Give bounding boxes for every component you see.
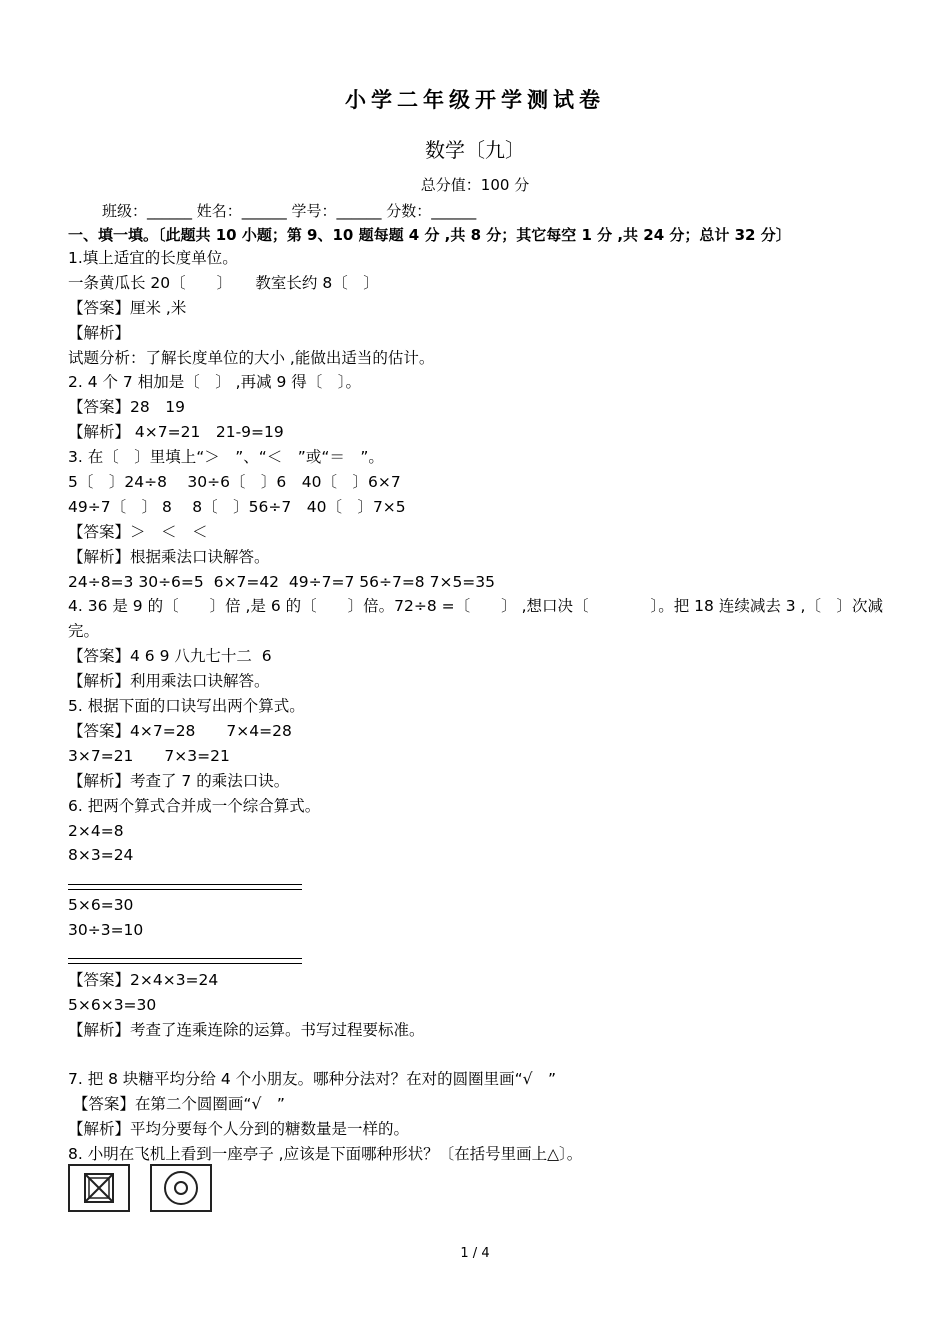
analysis-3: 【解析】根据乘法口诀解答。 xyxy=(68,547,270,566)
answer-7: 【答案】在第二个圆圈画“√ ” xyxy=(68,1095,285,1114)
question-6-eq-b: 8×3=24 xyxy=(68,846,134,865)
shape-option-concentric-circles xyxy=(150,1164,212,1212)
question-3-row-a: 5〔 〕24÷8 30÷6〔 〕6 40〔 〕6×7 xyxy=(68,473,401,492)
answer-line-2 xyxy=(68,958,302,964)
analysis-2: 【解析】 4×7=21 21-9=19 xyxy=(68,423,284,442)
analysis-1: 试题分析：了解长度单位的大小 ,能做出适当的估计。 xyxy=(68,348,435,367)
question-8: 8. 小明在飞机上看到一座亭子 ,应该是下面哪种形状？〔在括号里画上△〕。 xyxy=(68,1145,583,1164)
question-3-row-b: 49÷7〔 〕 8 8〔 〕56÷7 40〔 〕7×5 xyxy=(68,497,406,516)
concentric-circles-icon xyxy=(152,1166,210,1210)
page-title: 小学二年级开学测试卷 xyxy=(345,88,605,112)
blank-line-spacer xyxy=(68,943,898,968)
answer-4: 【答案】4 6 9 八九七十二 6 xyxy=(68,647,272,666)
answer-line-1 xyxy=(68,884,302,890)
question-6-eq-d: 30÷3=10 xyxy=(68,921,144,940)
total-score: 总分值：100 分 xyxy=(420,176,530,194)
answer-1: 【答案】厘米 ,米 xyxy=(68,298,187,317)
page-subtitle: 数学〔九〕 xyxy=(425,138,525,162)
question-6: 6. 把两个算式合并成一个综合算式。 xyxy=(68,796,321,815)
question-5: 5. 根据下面的口诀写出两个算式。 xyxy=(68,697,305,716)
question-3: 3. 在〔 〕里填上“＞ ”、“＜ ”或“＝ ”。 xyxy=(68,448,384,467)
square-cross-icon xyxy=(70,1166,128,1210)
question-body xyxy=(68,246,898,1167)
question-7: 7. 把 8 块糖平均分给 4 个小朋友。哪种分法对？在对的圆圈里画“√ ” xyxy=(68,1070,557,1089)
analysis-label-1: 【解析】 xyxy=(68,323,131,342)
question-4: 4. 36 是 9 的〔 〕倍 ,是 6 的〔 〕倍。72÷8 =〔 〕 ,想口决〔 〕。把 18 连续减去 3 ,〔 〕次减完。 xyxy=(68,597,883,641)
question-1: 1.填上适宜的长度单位。 xyxy=(68,249,238,267)
shape-option-square-cross xyxy=(68,1164,130,1212)
analysis-3-calc: 24÷8=3 30÷6=5 6×7=42 49÷7=7 56÷7=8 7×5=35 xyxy=(68,572,496,591)
answer-5: 【答案】4×7=28 7×4=28 xyxy=(68,721,292,740)
answer-2: 【答案】28 19 xyxy=(68,398,185,417)
blank-line-spacer xyxy=(68,1043,898,1068)
analysis-5: 【解析】考查了 7 的乘法口诀。 xyxy=(68,771,290,790)
page-number: 1 / 4 xyxy=(460,1246,490,1261)
analysis-4: 【解析】利用乘法口诀解答。 xyxy=(68,672,270,691)
question-6-eq-a: 2×4=8 xyxy=(68,821,124,840)
question-2: 2. 4 个 7 相加是〔 〕 ,再减 9 得〔 〕。 xyxy=(68,373,362,392)
question-1-blanks: 一条黄瓜长 20〔 〕 教室长约 8〔 〕 xyxy=(68,273,379,292)
analysis-7: 【解析】平均分要每个人分到的糖数量是一样的。 xyxy=(68,1120,410,1139)
answer-6-line-2: 5×6×3=30 xyxy=(68,995,157,1014)
question-6-eq-c: 5×6=30 xyxy=(68,896,134,915)
analysis-6: 【解析】考查了连乘连除的运算。书写过程要标准。 xyxy=(68,1020,425,1039)
answer-6: 【答案】2×4×3=24 xyxy=(68,970,219,989)
answer-5-line-2: 3×7=21 7×3=21 xyxy=(68,746,230,765)
section-heading: 一、填一填。〔此题共 10 小题；第 9、10 题每题 4 分 ,共 8 分；其它每空 1 分 ,共 24 分；总计 32 分〕 xyxy=(68,226,791,244)
student-info: 班级：______ 姓名：______ 学号：______ 分数：______ xyxy=(102,202,477,220)
answer-3: 【答案】＞ ＜ ＜ xyxy=(68,522,208,541)
